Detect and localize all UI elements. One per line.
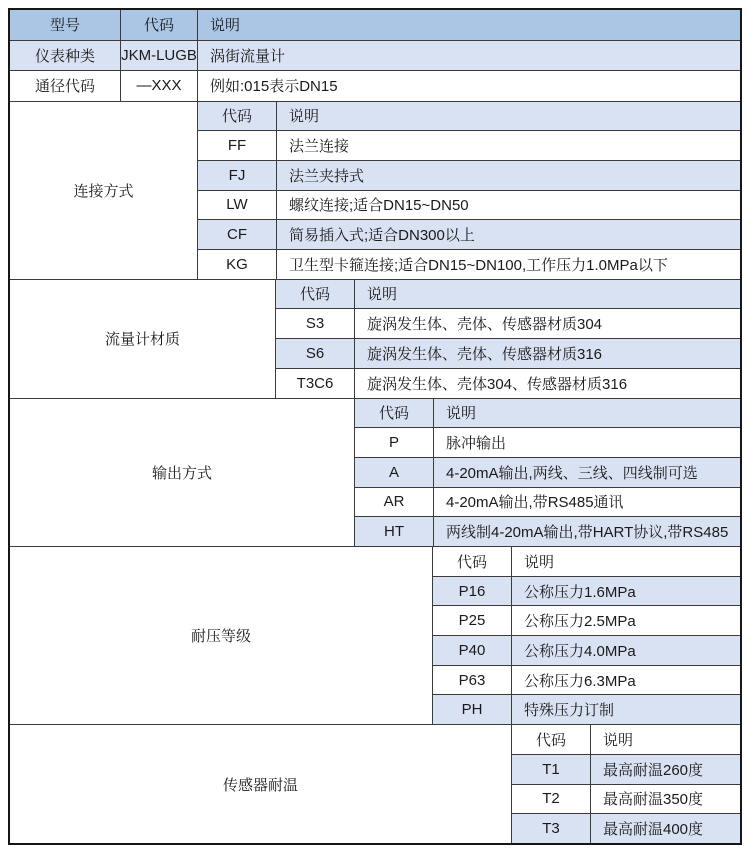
code-cell: P25 (458, 612, 486, 630)
code-cell: PH (461, 701, 483, 719)
code-cell: FJ (228, 166, 246, 184)
code-cell: AR (383, 493, 405, 511)
desc-cell: 两线制4-20mA输出,带HART协议,带RS485 (433, 517, 740, 546)
table-header-row (10, 10, 740, 41)
desc-cell: 旋涡发生体、壳体304、传感器材质316 (354, 369, 740, 398)
code-cell: HT (384, 523, 404, 541)
table-row (276, 369, 740, 398)
diameter-code-code: —XXX (120, 71, 197, 101)
desc-cell: 4-20mA输出,带RS485通讯 (433, 488, 740, 517)
table-row (198, 191, 740, 221)
code-cell: T1 (542, 760, 560, 778)
subtable-desc-header: 说明 (433, 399, 740, 428)
desc-cell: 卫生型卡箍连接;适合DN15~DN100,工作压力1.0MPa以下 (276, 250, 740, 279)
section-sensor-temperature-subtable (511, 725, 740, 843)
code-cell: P40 (458, 641, 486, 659)
subtable-code-header: 代码 (535, 731, 566, 749)
code-cell: S3 (305, 315, 325, 333)
subtable-desc-header: 说明 (511, 547, 740, 576)
table-row (198, 161, 740, 191)
section-sensor-temperature (10, 725, 740, 843)
desc-cell: 旋涡发生体、壳体、传感器材质304 (354, 309, 740, 338)
desc-cell: 旋涡发生体、壳体、传感器材质316 (354, 339, 740, 368)
code-cell: T3 (542, 820, 560, 838)
subtable-code-header: 代码 (221, 108, 252, 126)
desc-cell: 特殊压力订制 (511, 695, 740, 724)
table-row (198, 131, 740, 161)
desc-cell: 简易插入式;适合DN300以上 (276, 220, 740, 249)
subtable-header-row (355, 399, 740, 429)
table-row (276, 339, 740, 369)
code-cell: T2 (542, 790, 560, 808)
subtable-header-row (198, 102, 740, 132)
table-row (433, 695, 740, 724)
header-code-label: 代码 (120, 10, 197, 40)
desc-cell: 公称压力1.6MPa (511, 577, 740, 606)
subtable-code-header: 代码 (299, 286, 330, 304)
code-cell: P63 (458, 671, 486, 689)
section-pressure-rating-subtable (432, 547, 740, 724)
header-desc-label: 说明 (197, 10, 740, 40)
code-cell: FF (227, 137, 247, 154)
row-diameter-code (10, 71, 740, 102)
table-row (433, 666, 740, 696)
desc-cell: 螺纹连接;适合DN15~DN50 (276, 191, 740, 220)
desc-cell: 公称压力4.0MPa (511, 636, 740, 665)
table-row (433, 636, 740, 666)
desc-cell: 公称压力6.3MPa (511, 666, 740, 695)
desc-cell: 最高耐温350度 (590, 785, 740, 814)
desc-cell: 4-20mA输出,两线、三线、四线制可选 (433, 458, 740, 487)
section-connection-type-label: 连接方式 (10, 102, 197, 279)
subtable-header-row (512, 725, 740, 755)
subtable-desc-header: 说明 (354, 280, 740, 309)
instrument-type-label: 仪表种类 (34, 47, 95, 65)
code-cell: P16 (458, 582, 486, 600)
table-row (433, 577, 740, 607)
section-pressure-rating (10, 547, 740, 725)
instrument-type-desc: 涡街流量计 (197, 41, 740, 71)
subtable-header-row (433, 547, 740, 577)
code-cell: KG (226, 255, 248, 273)
section-output-mode (10, 399, 740, 548)
subtable-code-header: 代码 (378, 405, 409, 423)
diameter-code-desc: 例如:015表示DN15 (197, 71, 740, 101)
code-cell: T3C6 (296, 374, 334, 392)
section-pressure-rating-label: 耐压等级 (10, 547, 432, 724)
table-row (355, 517, 740, 546)
table-row (512, 785, 740, 815)
section-connection-type-subtable (197, 102, 740, 279)
desc-cell: 公称压力2.5MPa (511, 606, 740, 635)
section-body-material-label: 流量计材质 (10, 280, 275, 398)
code-cell: CF (227, 226, 247, 244)
table-row (198, 250, 740, 279)
code-cell: S6 (305, 344, 325, 362)
table-row (433, 606, 740, 636)
desc-cell: 法兰夹持式 (276, 161, 740, 190)
diameter-code-label: 通径代码 (34, 78, 95, 96)
section-sensor-temperature-label: 传感器耐温 (10, 725, 511, 843)
desc-cell: 最高耐温400度 (590, 814, 740, 843)
table-row (355, 428, 740, 458)
desc-cell: 最高耐温260度 (590, 755, 740, 784)
model-selection-table (8, 8, 742, 845)
subtable-desc-header: 说明 (276, 102, 740, 131)
code-cell: P (388, 434, 399, 452)
desc-cell: 脉冲输出 (433, 428, 740, 457)
table-row (512, 755, 740, 785)
instrument-type-code: JKM-LUGB (120, 41, 197, 71)
row-instrument-type (10, 41, 740, 72)
desc-cell: 法兰连接 (276, 131, 740, 160)
section-output-mode-subtable (354, 399, 740, 547)
section-connection-type (10, 102, 740, 280)
code-cell: A (388, 463, 399, 481)
subtable-desc-header: 说明 (590, 725, 740, 754)
table-row (355, 458, 740, 488)
code-cell: LW (226, 196, 248, 214)
subtable-code-header: 代码 (456, 553, 487, 571)
section-body-material (10, 280, 740, 399)
table-row (355, 488, 740, 518)
table-row (198, 220, 740, 250)
section-body-material-subtable (275, 280, 740, 398)
table-row (276, 309, 740, 339)
section-output-mode-label: 输出方式 (10, 399, 354, 547)
table-row (512, 814, 740, 843)
header-model-label: 型号 (49, 17, 80, 35)
subtable-header-row (276, 280, 740, 310)
